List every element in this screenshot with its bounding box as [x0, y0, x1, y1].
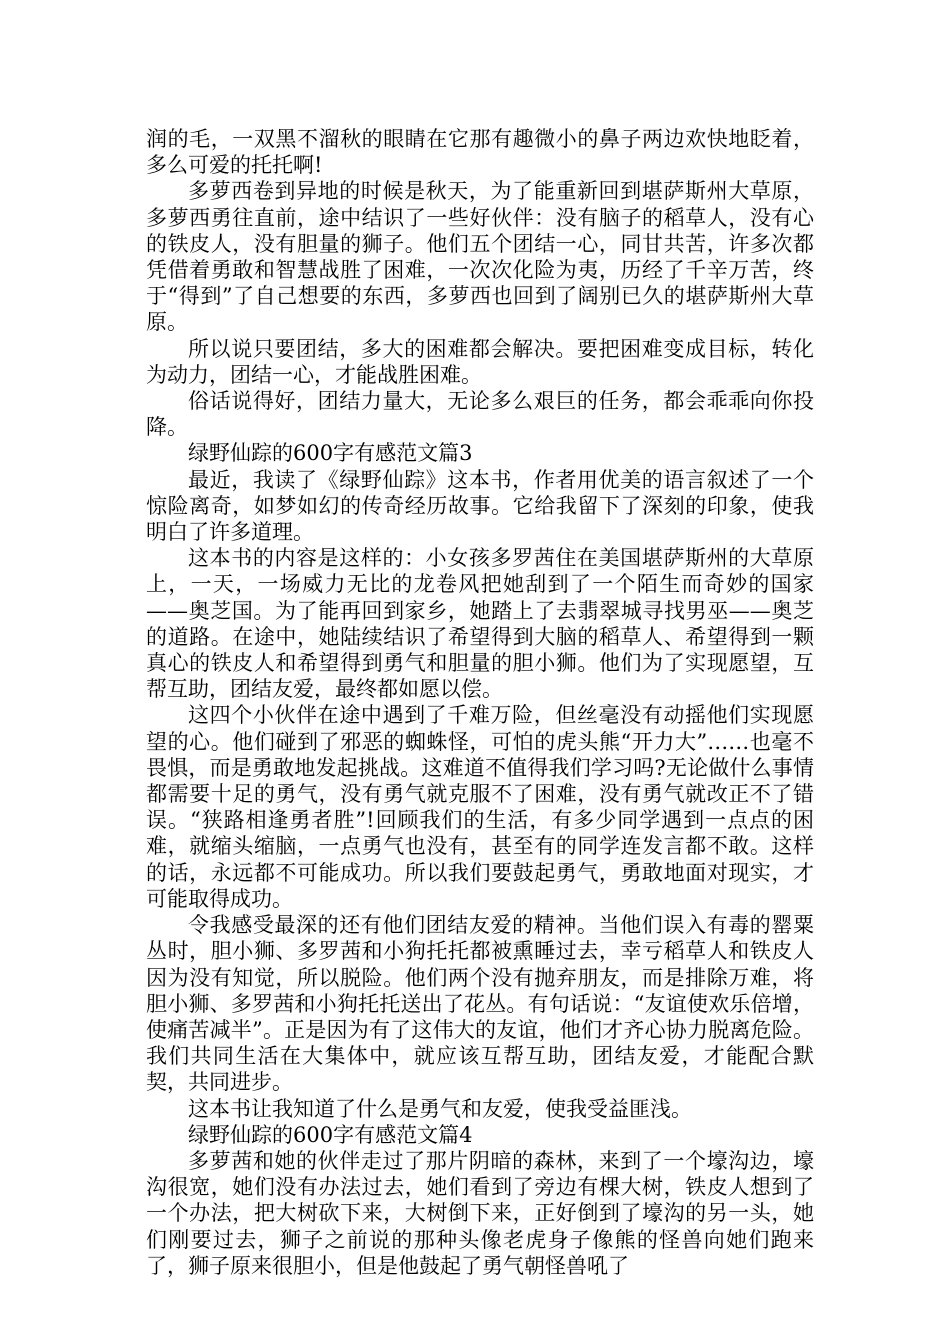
paragraph: 这本书的内容是这样的：小女孩多罗茜住在美国堪萨斯州的大草原上，一天，一场威力无比的龙卷风把她刮到了一个陌生而奇妙的国家——奥芝国。为了能再回到家乡，她踏上了去翡翠城寻找男巫——奥芝的道路。在途中，她陆续结识了希望得到大脑的稻草人、希望得到一颗真心的铁皮人和希望得到勇气和胆量的胆小狮。他们为了实现愿望，互帮互助，团结友爱，最终都如愿以偿。 — [146, 546, 814, 702]
paragraph: 所以说只要团结，多大的困难都会解决。要把困难变成目标，转化为动力，团结一心，才能战胜困难。 — [146, 336, 814, 387]
paragraph: 这四个小伙伴在途中遇到了千难万险，但丝毫没有动摇他们实现愿望的心。他们碰到了邪恶的蜘蛛怪，可怕的虎头熊“开力大”……也毫不畏惧，而是勇敢地发起挑战。这难道不值得我们学习吗?无论做什么事情都需要十足的勇气，没有勇气就克服不了困难，没有勇气就改正不了错误。“狭路相逢勇者胜”!回顾我们的生活，有多少同学遇到一点点的困难，就缩头缩脑，一点勇气也没有，甚至有的同学连发言都不敢。这样的话，永远都不可能成功。所以我们要鼓起勇气，勇敢地面对现实，才可能取得成功。 — [146, 703, 814, 911]
paragraph: 令我感受最深的还有他们团结友爱的精神。当他们误入有毒的罂粟丛时，胆小狮、多罗茜和小狗托托都被熏睡过去，幸亏稻草人和铁皮人因为没有知觉，所以脱险。他们两个没有抛弃朋友，而是排除万难，将胆小狮、多罗茜和小狗托托送出了花丛。有句话说：“友谊使欢乐倍增，使痛苦减半”。正是因为有了这伟大的友谊，他们才齐心协力脱离危险。我们共同生活在大集体中，就应该互帮互助，团结友爱，才能配合默契，共同进步。 — [146, 913, 814, 1095]
paragraph: 这本书让我知道了什么是勇气和友爱，使我受益匪浅。 — [188, 1096, 692, 1121]
document-page — [146, 126, 814, 1279]
paragraph: 俗话说得好，团结力量大，无论多么艰巨的任务，都会乖乖向你投降。 — [146, 389, 814, 440]
paragraph: 多萝茜和她的伙伴走过了那片阴暗的森林，来到了一个壕沟边，壕沟很宽，她们没有办法过去，她们看到了旁边有棵大树，铁皮人想到了一个办法，把大树砍下来，大树倒下来，正好倒到了壕沟的另一头，她们刚要过去，狮子之前说的那种头像老虎身子像熊的怪兽向她们跑来了，狮子原来很胆小，但是他鼓起了勇气朝怪兽吼了 — [146, 1148, 814, 1278]
section-heading: 绿野仙踪的600字有感范文篇4 — [188, 1122, 473, 1147]
paragraph: 最近，我读了《绿野仙踪》这本书，作者用优美的语言叙述了一个惊险离奇，如梦如幻的传奇经历故事。它给我留下了深刻的印象，使我明白了许多道理。 — [146, 467, 814, 545]
paragraph: 多萝西卷到异地的时候是秋天，为了能重新回到堪萨斯州大草原，多萝西勇往直前，途中结识了一些好伙伴：没有脑子的稻草人，没有心的铁皮人，没有胆量的狮子。他们五个团结一心，同甘共苦，许多次都凭借着勇敢和智慧战胜了困难，一次次化险为夷，历经了千辛万苦，终于“得到”了自己想要的东西，多萝西也回到了阔别已久的堪萨斯州大草原。 — [146, 179, 814, 335]
section-heading: 绿野仙踪的600字有感范文篇3 — [188, 441, 473, 466]
paragraph: 润的毛，一双黑不溜秋的眼睛在它那有趣微小的鼻子两边欢快地眨着，多么可爱的托托啊! — [146, 127, 814, 178]
